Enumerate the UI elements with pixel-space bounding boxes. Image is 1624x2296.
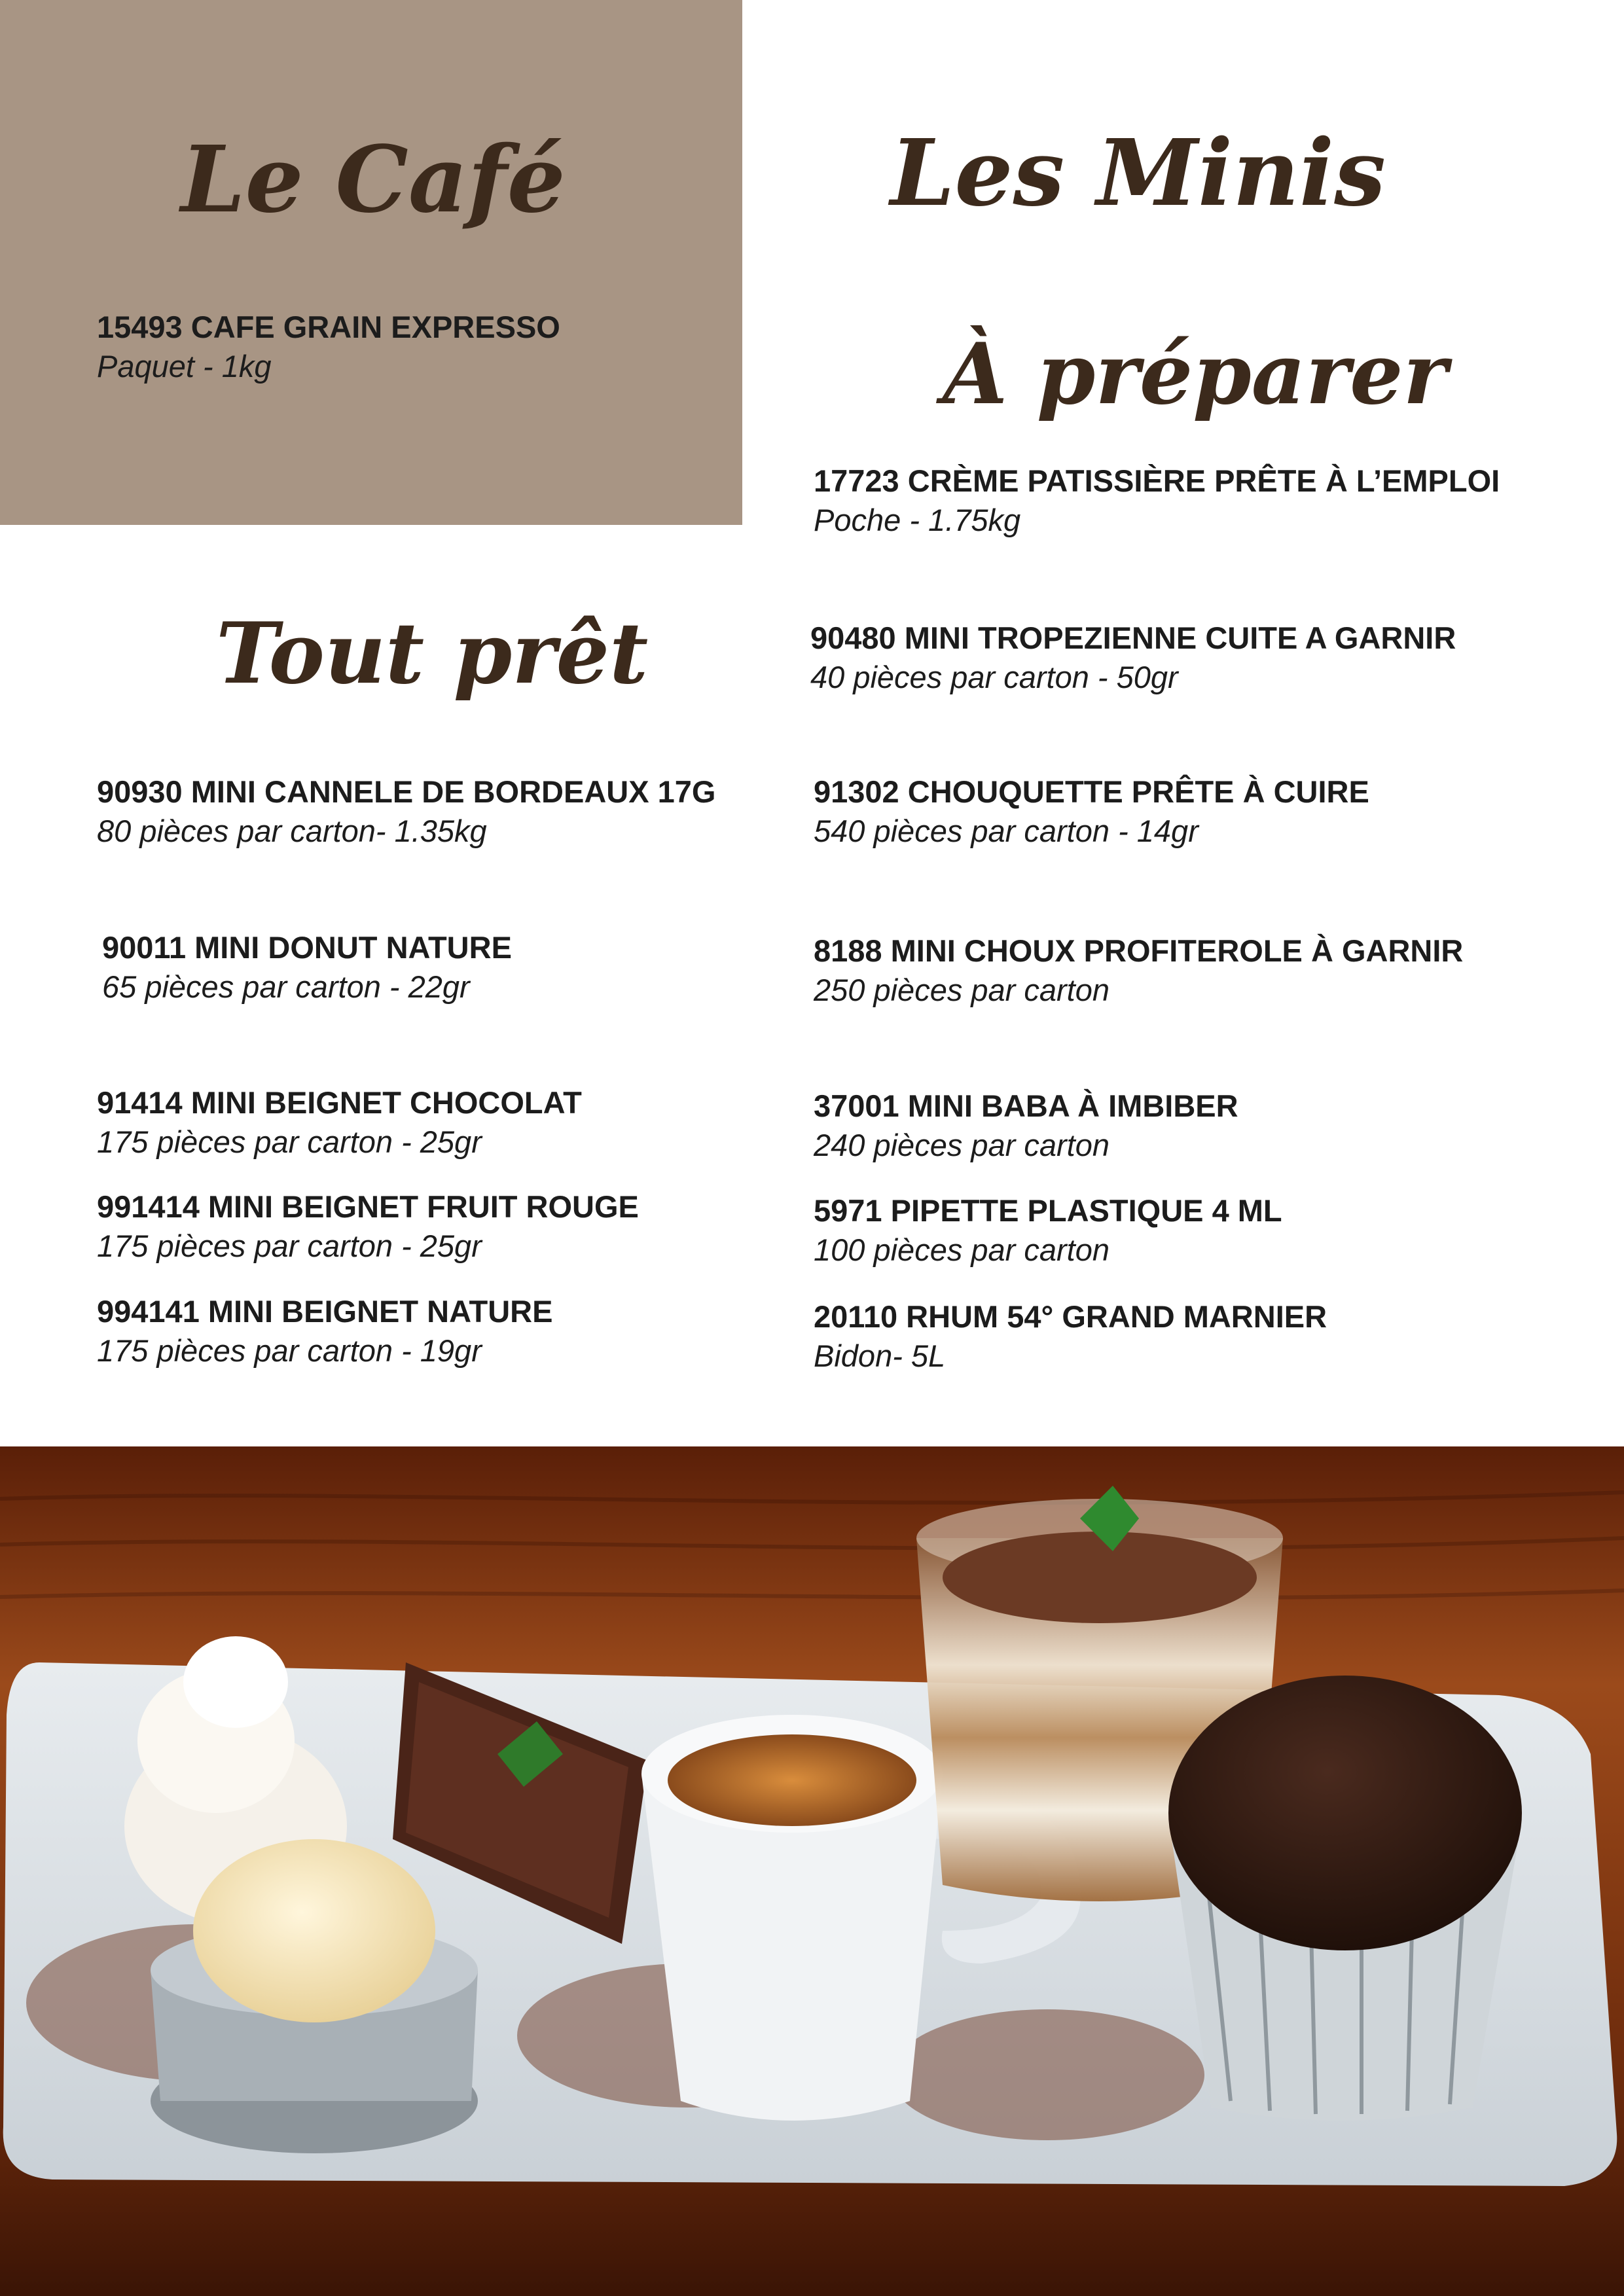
- cafe-item: [97, 308, 560, 386]
- product-name: 8188 MINI CHOUX PROFITEROLE À GARNIR: [814, 933, 1464, 968]
- chocolate-muffin: [1168, 1676, 1522, 2121]
- product-detail: 175 pièces par carton - 25gr: [97, 1229, 482, 1263]
- product-name: 15493 CAFE GRAIN EXPRESSO: [97, 310, 560, 344]
- product-name: 20110 RHUM 54° GRAND MARNIER: [814, 1299, 1327, 1334]
- product-name: 37001 MINI BABA À IMBIBER: [814, 1088, 1238, 1123]
- product-detail: 80 pièces par carton- 1.35kg: [97, 814, 487, 848]
- tout-pret-item: [97, 1083, 582, 1162]
- tout-pret-title: Tout prêt: [216, 605, 649, 703]
- cafe-section-background: [0, 0, 742, 525]
- tout-pret-item: [97, 1187, 639, 1266]
- a-preparer-item: [814, 1191, 1282, 1270]
- tout-pret-item: [102, 928, 512, 1007]
- dessert-plate-illustration: [0, 1446, 1624, 2296]
- tout-pret-item: [97, 1292, 552, 1371]
- product-detail: Bidon- 5L: [814, 1338, 946, 1373]
- wood-grain: [0, 1492, 1624, 1598]
- product-detail: 240 pièces par carton: [814, 1128, 1110, 1162]
- product-detail: 250 pièces par carton: [814, 973, 1110, 1007]
- a-preparer-title: À préparer: [943, 325, 1447, 423]
- product-detail: 175 pièces par carton - 25gr: [97, 1124, 482, 1159]
- product-detail: Poche - 1.75kg: [814, 503, 1021, 537]
- product-detail: 100 pièces par carton: [814, 1232, 1110, 1267]
- cafe-title: Le Café: [181, 126, 566, 234]
- product-detail: Paquet - 1kg: [97, 349, 272, 384]
- minis-title: Les Minis: [890, 120, 1386, 227]
- a-preparer-item: [814, 931, 1463, 1010]
- product-detail: 65 pièces par carton - 22gr: [102, 969, 470, 1004]
- product-detail: 40 pièces par carton - 50gr: [810, 660, 1178, 694]
- tout-pret-item: [97, 772, 715, 851]
- product-name: 90480 MINI TROPEZIENNE CUITE A GARNIR: [810, 620, 1456, 655]
- product-name: 5971 PIPETTE PLASTIQUE 4 ML: [814, 1193, 1282, 1228]
- product-name: 91414 MINI BEIGNET CHOCOLAT: [97, 1085, 582, 1120]
- a-preparer-item: [814, 772, 1369, 851]
- product-detail: 540 pièces par carton - 14gr: [814, 814, 1199, 848]
- a-preparer-item: [814, 1297, 1327, 1376]
- a-preparer-item: [810, 619, 1456, 697]
- product-name: 17723 CRÈME PATISSIÈRE PRÊTE À L’EMPLOI: [814, 463, 1500, 498]
- a-preparer-item: [814, 461, 1500, 540]
- product-name: 994141 MINI BEIGNET NATURE: [97, 1294, 553, 1329]
- product-name: 991414 MINI BEIGNET FRUIT ROUGE: [97, 1189, 639, 1224]
- product-name: 91302 CHOUQUETTE PRÊTE À CUIRE: [814, 774, 1369, 809]
- dessert-photo: [0, 1446, 1624, 2296]
- product-name: 90011 MINI DONUT NATURE: [102, 930, 512, 965]
- product-name: 90930 MINI CANNELE DE BORDEAUX 17G: [97, 774, 716, 809]
- product-detail: 175 pièces par carton - 19gr: [97, 1333, 482, 1368]
- a-preparer-item: [814, 1086, 1238, 1165]
